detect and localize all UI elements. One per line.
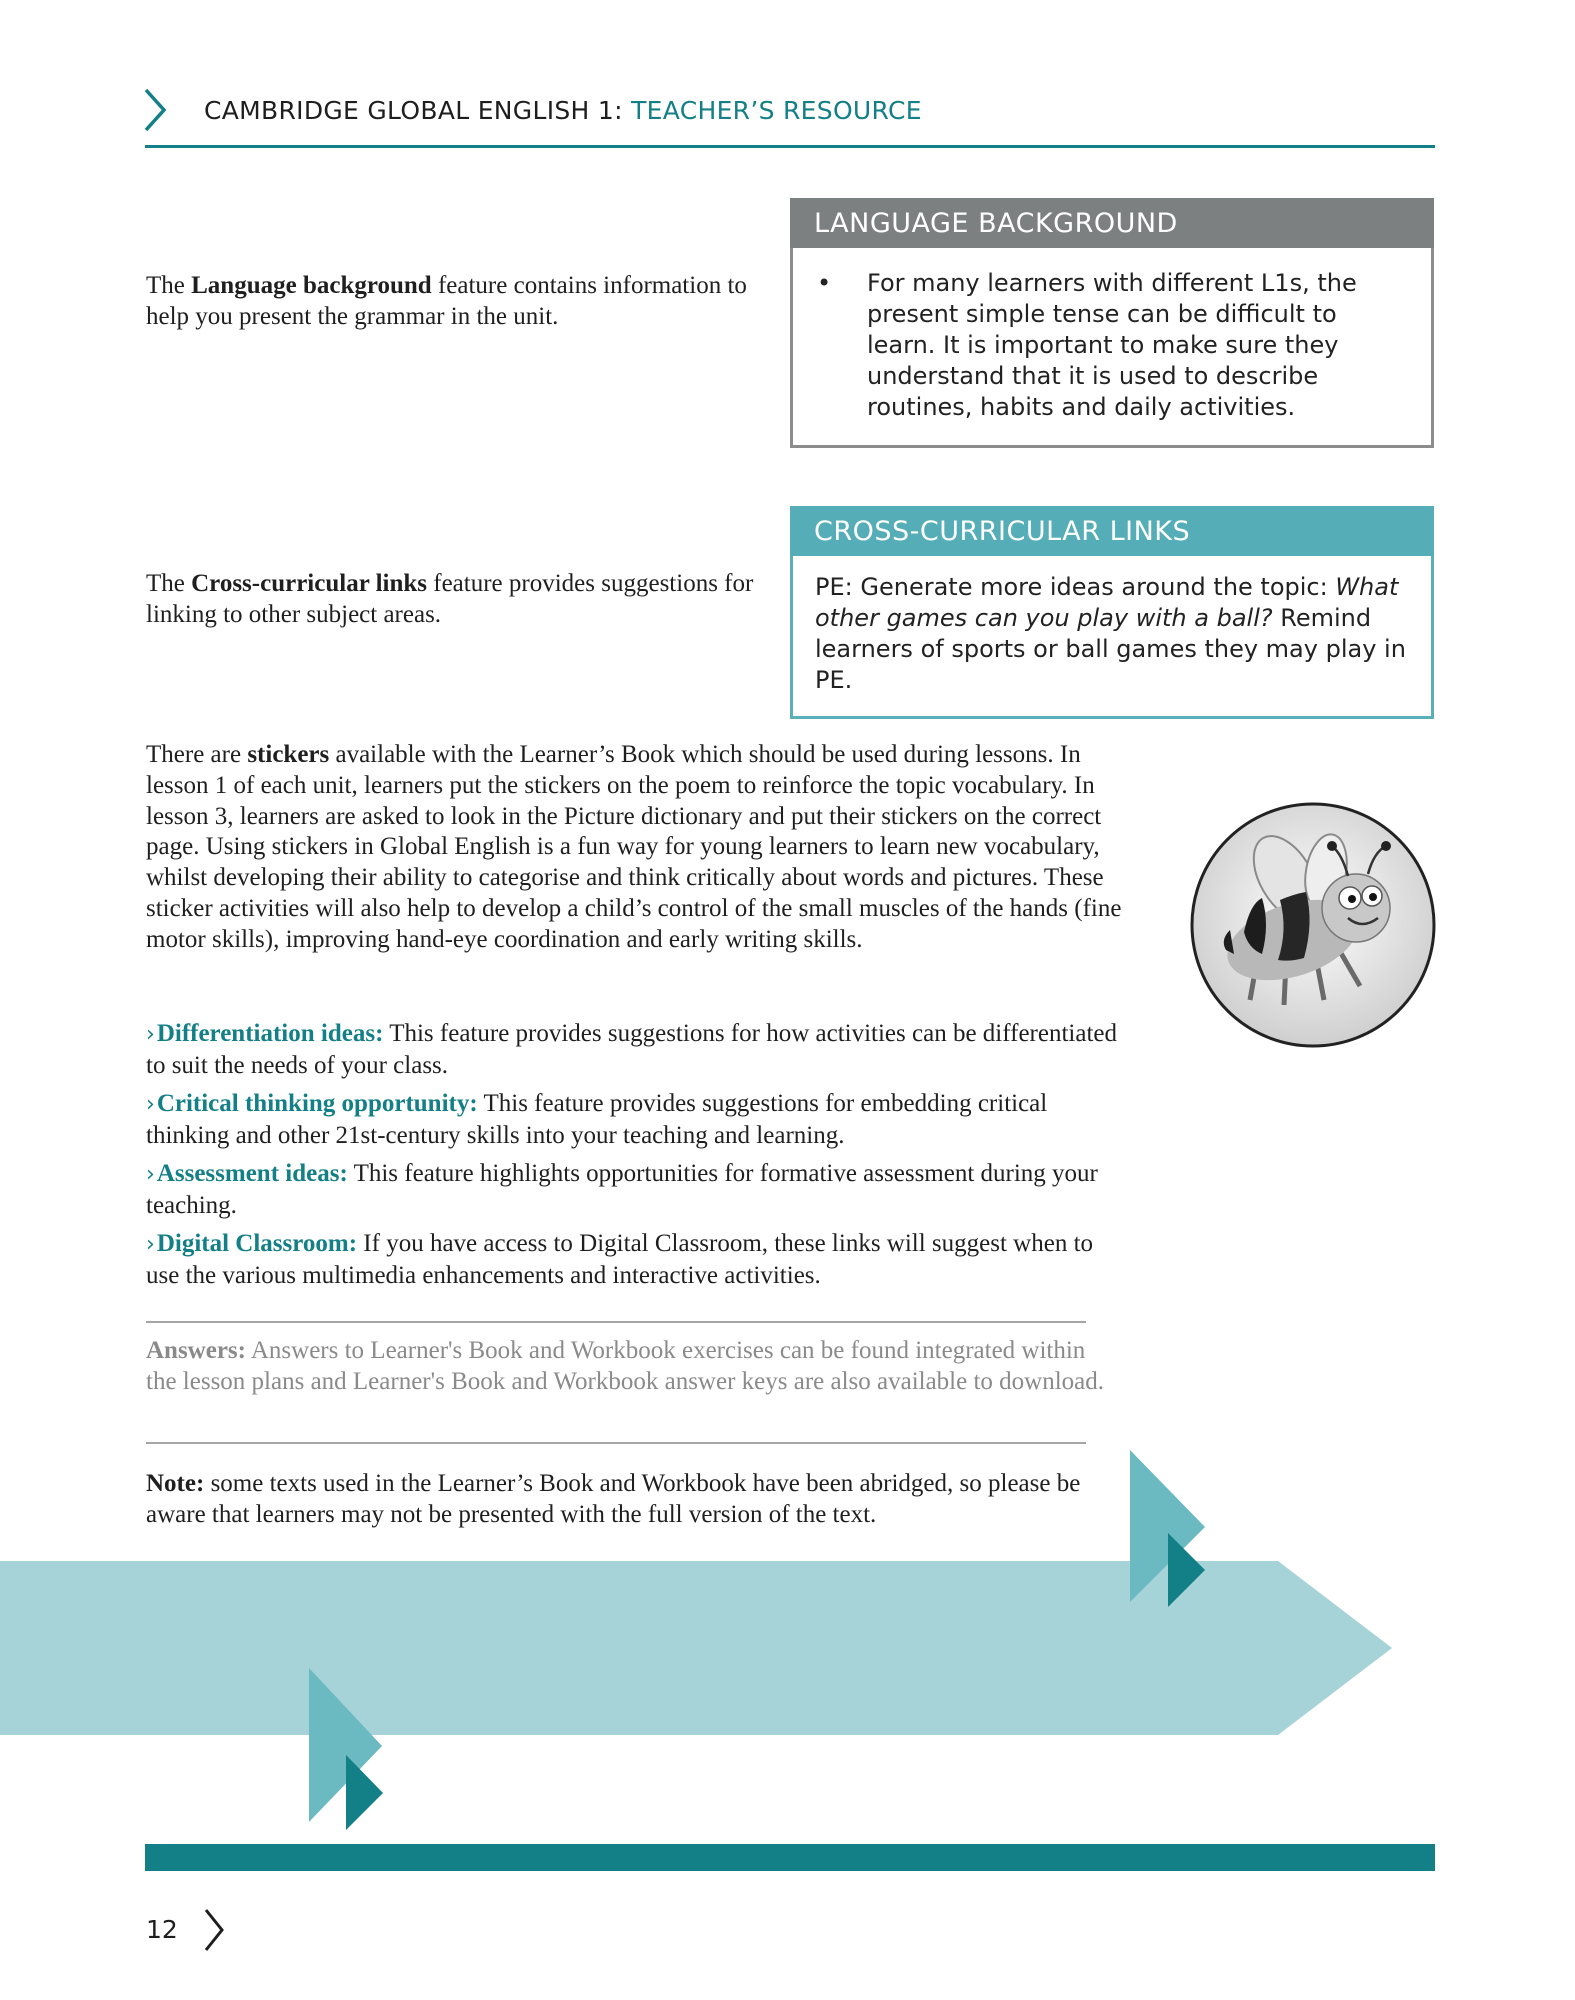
- cross-subject: PE:: [815, 573, 853, 601]
- header-title-separator: :: [614, 96, 632, 125]
- header-rule: [145, 145, 1435, 148]
- chevron-right-icon: ›: [146, 1022, 155, 1047]
- chevron-right-icon: ›: [146, 1162, 155, 1187]
- feature-item-digital-classroom: [146, 1228, 1126, 1291]
- cross-intro-bold: Cross-curricular links: [191, 570, 428, 597]
- feature-text: This feature highlights opportunities for formative assessment during your teaching.: [146, 1160, 1098, 1219]
- footer-bar: [145, 1844, 1435, 1871]
- header-title-accent: TEACHER’S RESOURCE: [631, 96, 922, 125]
- header-title: [204, 96, 922, 125]
- answers-text: Answers to Learner's Book and Workbook exercises can be found integrated within the lesson plans and Learner's Book and Workbook answer keys are also available to download.: [146, 1337, 1105, 1395]
- answers-note: [146, 1335, 1106, 1397]
- feature-text: This feature provides suggestions for embedding critical thinking and other 21st-century skills into your teaching and learning.: [146, 1090, 1048, 1149]
- triangle-dark-bottom: [346, 1755, 383, 1830]
- cross-curricular-body: [793, 556, 1431, 716]
- decorative-arrow-banner: [0, 1450, 1575, 1830]
- feature-item-critical-thinking: [146, 1088, 1126, 1151]
- cross-curricular-box: [790, 506, 1434, 719]
- answers-label: Answers:: [146, 1337, 246, 1364]
- note-text: some texts used in the Learner’s Book and Workbook have been abridged, so please be aware that learners may not be presented with the full version of the text.: [146, 1470, 1081, 1528]
- header-title-main: CAMBRIDGE GLOBAL ENGLISH 1: [204, 96, 615, 125]
- feature-label: Assessment ideas:: [156, 1160, 348, 1187]
- cross-intro-pre: The: [146, 570, 192, 597]
- page-number: 12: [146, 1915, 178, 1944]
- feature-item-differentiation: [146, 1018, 1126, 1081]
- chevron-right-icon: ›: [146, 1092, 155, 1117]
- stickers-pre: There are: [146, 741, 248, 768]
- cross-text-italic: What other games can you play with a ball?: [815, 573, 1399, 632]
- language-intro-pre: The: [146, 272, 192, 299]
- language-background-list: [793, 248, 1431, 445]
- cross-intro-text: [146, 568, 766, 630]
- footer-chevron-icon: [203, 1908, 225, 1952]
- cross-curricular-heading: CROSS-CURRICULAR LINKS: [790, 506, 1434, 556]
- bee-sticker-image: [1188, 800, 1438, 1050]
- chevron-right-icon: ›: [146, 1232, 155, 1257]
- language-background-item-text: For many learners with different L1s, the present simple tense can be difficult to learn. It is important to make sure they understand that it is used to describe routines, habits and daily activities.: [867, 269, 1357, 421]
- cross-text-post: Remind learners of sports or ball games they may play in PE.: [815, 604, 1406, 694]
- feature-item-assessment: [146, 1158, 1126, 1221]
- language-background-box: [790, 198, 1434, 448]
- language-background-item: [793, 268, 1401, 423]
- stickers-paragraph: [146, 740, 1126, 956]
- feature-label: Differentiation ideas:: [156, 1020, 384, 1047]
- language-intro-post: feature contains information to help you present the grammar in the unit.: [146, 272, 747, 330]
- feature-label: Digital Classroom:: [156, 1230, 358, 1257]
- language-background-heading: LANGUAGE BACKGROUND: [790, 198, 1434, 248]
- note-label: Note:: [146, 1470, 205, 1497]
- answers-divider-bottom: [146, 1442, 1086, 1444]
- stickers-post: available with the Learner’s Book which should be used during lessons. In lesson 1 of each unit, learners put the stickers on the poem to reinforce the topic vocabulary. In lesson 3, learners are asked to look in the Picture dictionary and put their stickers on the correct page. Using stickers in Global English is a fun way for young learners to learn new vocabulary, whilst developing their ability to categorise and think critically about words and pictures. These sticker activities will also help to develop a child’s control of the small muscles of the hands (fine motor skills), improving hand-eye coordination and early writing skills.: [146, 741, 1122, 953]
- cross-text-pre: Generate more ideas around the topic:: [852, 573, 1336, 601]
- features-list: [146, 1018, 1126, 1298]
- header-chevron-icon: [143, 88, 167, 132]
- cross-intro-post: feature provides suggestions for linking to other subject areas.: [146, 570, 754, 628]
- feature-text: This feature provides suggestions for how activities can be differentiated to suit the needs of your class.: [146, 1020, 1117, 1079]
- bullet-icon: •: [817, 269, 832, 297]
- stickers-bold: stickers: [247, 741, 330, 768]
- feature-text: If you have access to Digital Classroom, these links will suggest when to use the various multimedia enhancements and interactive activities.: [146, 1230, 1094, 1289]
- answers-divider-top: [146, 1321, 1086, 1323]
- language-intro-bold: Language background: [191, 272, 432, 299]
- feature-label: Critical thinking opportunity:: [156, 1090, 478, 1117]
- language-intro-text: [146, 270, 766, 332]
